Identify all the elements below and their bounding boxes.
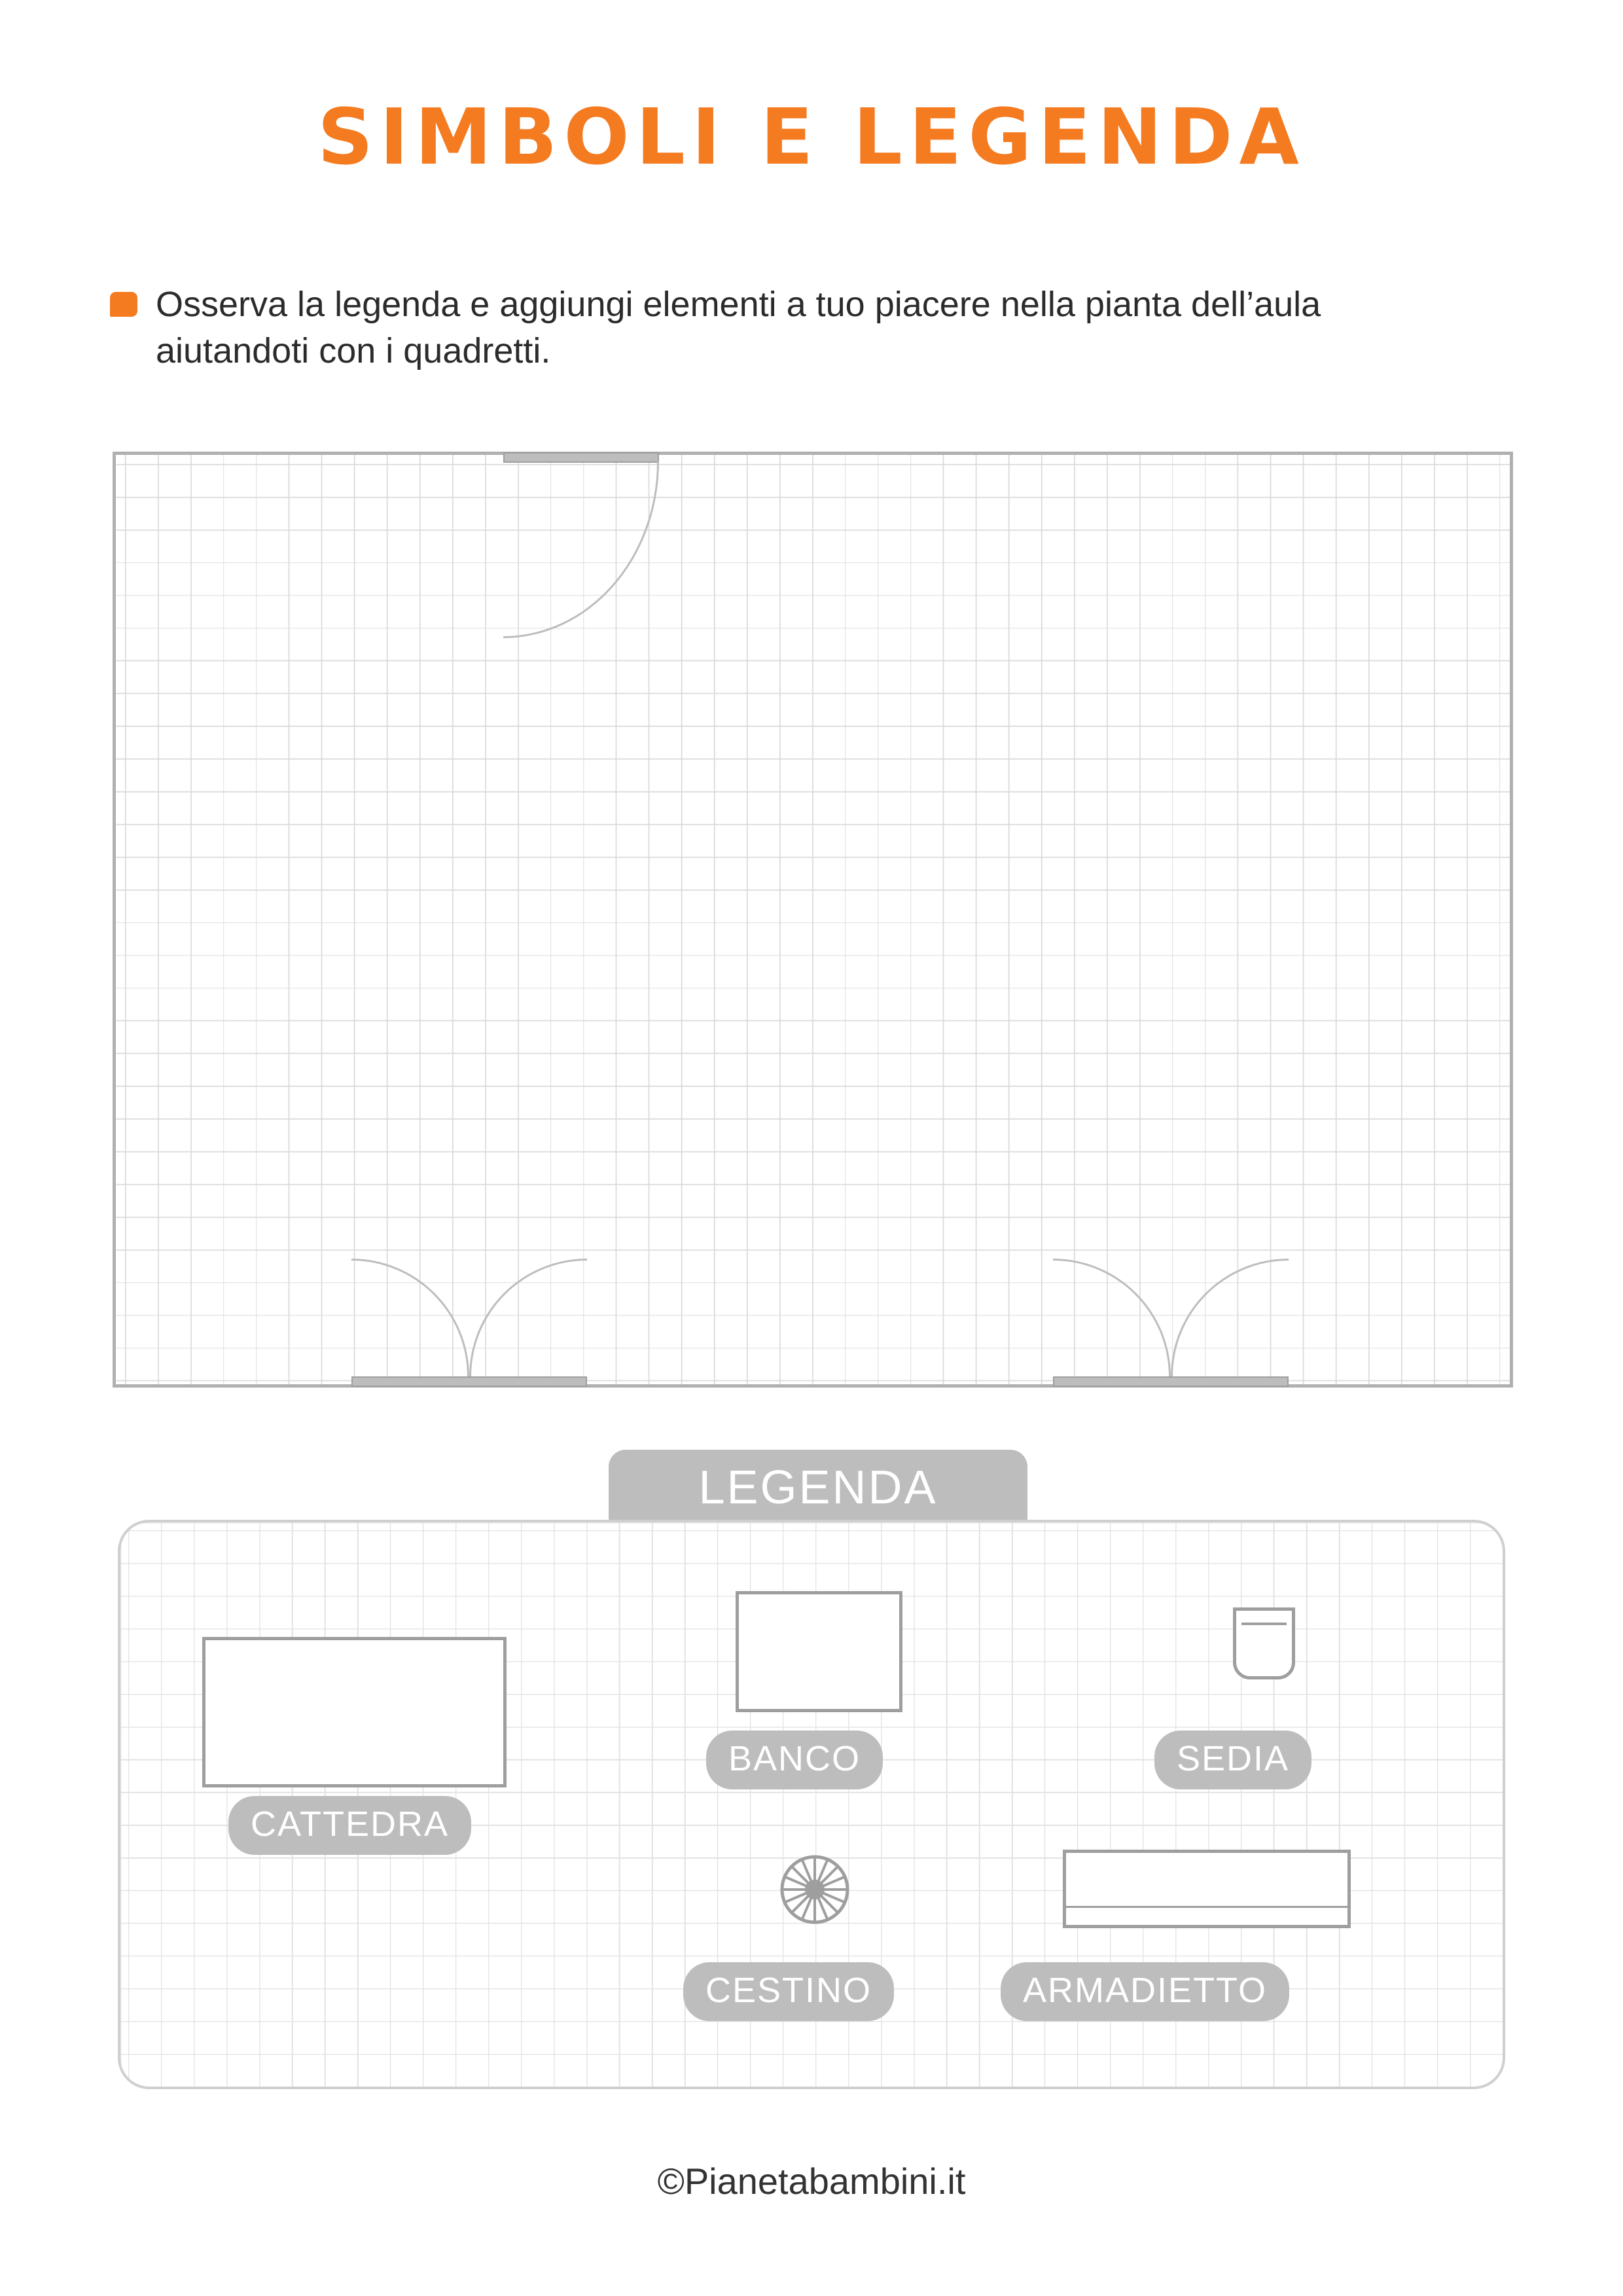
door-swing-icon bbox=[1053, 1259, 1171, 1376]
footer-credit: ©Pianetabambini.it bbox=[657, 2161, 966, 2202]
cabinet-icon bbox=[1063, 1850, 1351, 1928]
student-desk-icon bbox=[736, 1591, 902, 1712]
door-swing-icon bbox=[351, 1259, 469, 1376]
instruction-block bbox=[110, 281, 1517, 375]
door-swing-icon bbox=[469, 1259, 587, 1376]
legend-label-armadietto: ARMADIETTO bbox=[1001, 1962, 1289, 2021]
door-bottom-left-panel-icon bbox=[351, 1376, 587, 1387]
legend-label-cestino: CESTINO bbox=[683, 1962, 894, 2021]
door-swing-icon bbox=[1171, 1259, 1289, 1376]
desk-icon bbox=[202, 1637, 507, 1787]
trash-bin-icon bbox=[778, 1853, 851, 1926]
legend-label-sedia: SEDIA bbox=[1154, 1731, 1311, 1789]
classroom-plan-grid[interactable] bbox=[113, 452, 1513, 1388]
page-title: SIMBOLI E LEGENDA bbox=[317, 92, 1306, 182]
legend-label-cattedra: CATTEDRA bbox=[228, 1796, 471, 1855]
door-bottom-right-panel-icon bbox=[1053, 1376, 1289, 1387]
legend-label-banco: BANCO bbox=[706, 1731, 883, 1789]
legend-tab-label: LEGENDA bbox=[698, 1462, 938, 1514]
instruction-text: Osserva la legenda e aggiungi elementi a tuo piacere nella pianta dell’aula aiutandoti con i quadretti. bbox=[156, 285, 1321, 371]
bullet-icon bbox=[110, 292, 137, 317]
door-top-swing-icon bbox=[503, 461, 659, 638]
legend-tab bbox=[609, 1450, 1027, 1526]
chair-icon bbox=[1233, 1607, 1295, 1679]
legend-box bbox=[118, 1520, 1505, 2089]
